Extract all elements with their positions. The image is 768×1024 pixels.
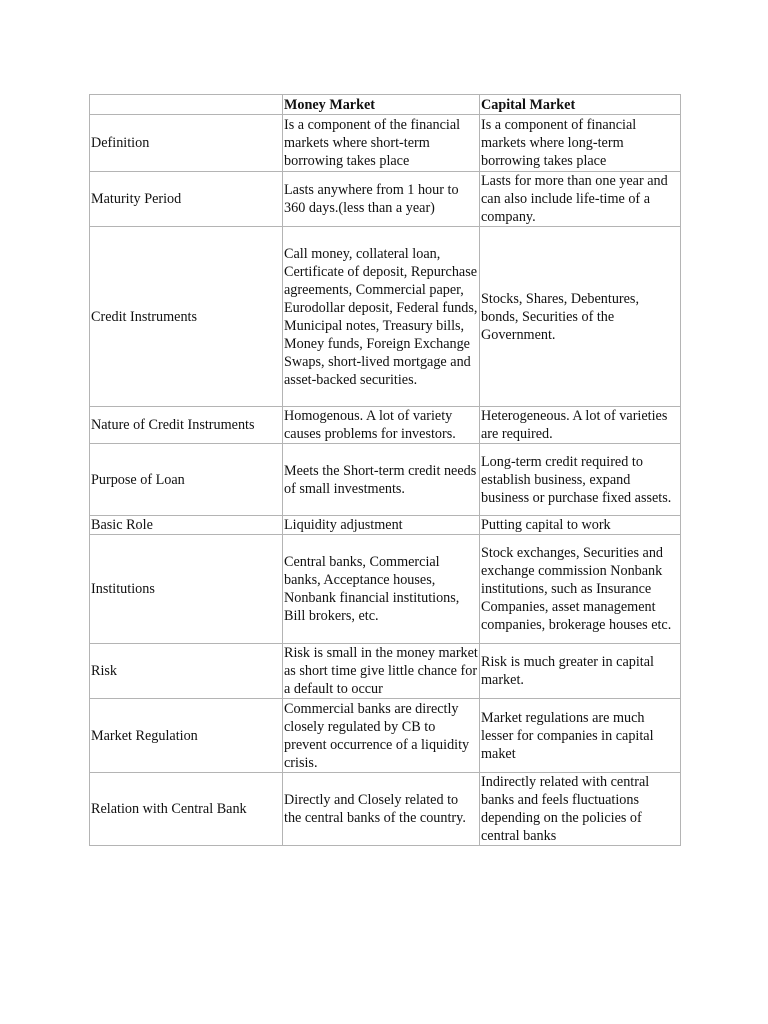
capital-market-cell: Market regulations are much lesser for companies in capital maket xyxy=(480,699,681,773)
row-label: Nature of Credit Instruments xyxy=(90,407,283,444)
comparison-document xyxy=(89,94,680,846)
table-row xyxy=(90,535,681,644)
table-row xyxy=(90,516,681,535)
header-row xyxy=(90,95,681,115)
capital-market-cell: Is a component of financial markets where long-term borrowing takes place xyxy=(480,115,681,172)
row-label: Basic Role xyxy=(90,516,283,535)
row-label: Credit Instruments xyxy=(90,227,283,407)
table-row xyxy=(90,115,681,172)
comparison-table xyxy=(89,94,681,846)
table-row xyxy=(90,644,681,699)
capital-market-cell: Stocks, Shares, Debentures, bonds, Securities of the Government. xyxy=(480,227,681,407)
money-market-cell: Lasts anywhere from 1 hour to 360 days.(less than a year) xyxy=(283,172,480,227)
table-row xyxy=(90,227,681,407)
money-market-cell: Risk is small in the money market as short time give little chance for a default to occur xyxy=(284,645,478,697)
capital-market-cell: Lasts for more than one year and can also include life-time of a company. xyxy=(480,172,681,227)
header-money-market: Money Market xyxy=(283,95,480,115)
row-label: Risk xyxy=(90,644,283,699)
money-market-cell: Directly and Closely related to the central banks of the country. xyxy=(283,773,480,846)
capital-market-cell: Indirectly related with central banks and feels fluctuations depending on the policies of central banks xyxy=(480,773,681,846)
money-market-cell: Is a component of the financial markets where short-term borrowing takes place xyxy=(283,115,480,172)
row-label: Purpose of Loan xyxy=(90,444,283,516)
table-row xyxy=(90,172,681,227)
row-label: Market Regulation xyxy=(90,699,283,773)
row-label: Maturity Period xyxy=(90,172,283,227)
capital-market-cell: Heterogeneous. A lot of varieties are required. xyxy=(480,407,681,444)
header-empty-cell xyxy=(90,95,283,115)
row-label: Institutions xyxy=(90,535,283,644)
row-label: Definition xyxy=(90,115,283,172)
capital-market-cell: Putting capital to work xyxy=(480,516,681,535)
money-market-cell: Call money, collateral loan, Certificate of deposit, Repurchase agreements, Commercial paper, Eurodollar deposit, Federal funds, Municipal notes, Treasury bills, Money funds, Foreign Exchange Swaps, short-lived mortgage and asset-backed securities. xyxy=(283,227,480,407)
row-label: Relation with Central Bank xyxy=(90,773,283,846)
table-row xyxy=(90,699,681,773)
money-market-cell: Central banks, Commercial banks, Acceptance houses, Nonbank financial institutions, Bill brokers, etc. xyxy=(283,535,480,644)
money-market-cell: Meets the Short-term credit needs of small investments. xyxy=(283,444,480,516)
money-market-cell: Liquidity adjustment xyxy=(283,516,480,535)
table-row xyxy=(90,444,681,516)
money-market-cell: Homogenous. A lot of variety causes problems for investors. xyxy=(283,407,480,444)
capital-market-cell: Stock exchanges, Securities and exchange commission Nonbank institutions, such as Insurance Companies, asset management companies, brokerage houses etc. xyxy=(480,535,681,644)
capital-market-cell: Long-term credit required to establish business, expand business or purchase fixed assets. xyxy=(480,444,681,516)
capital-market-cell: Risk is much greater in capital market. xyxy=(480,644,681,699)
money-market-cell: Commercial banks are directly closely regulated by CB to prevent occurrence of a liquidity crisis. xyxy=(283,699,480,773)
table-row xyxy=(90,407,681,444)
header-capital-market: Capital Market xyxy=(480,95,681,115)
table-row xyxy=(90,773,681,846)
